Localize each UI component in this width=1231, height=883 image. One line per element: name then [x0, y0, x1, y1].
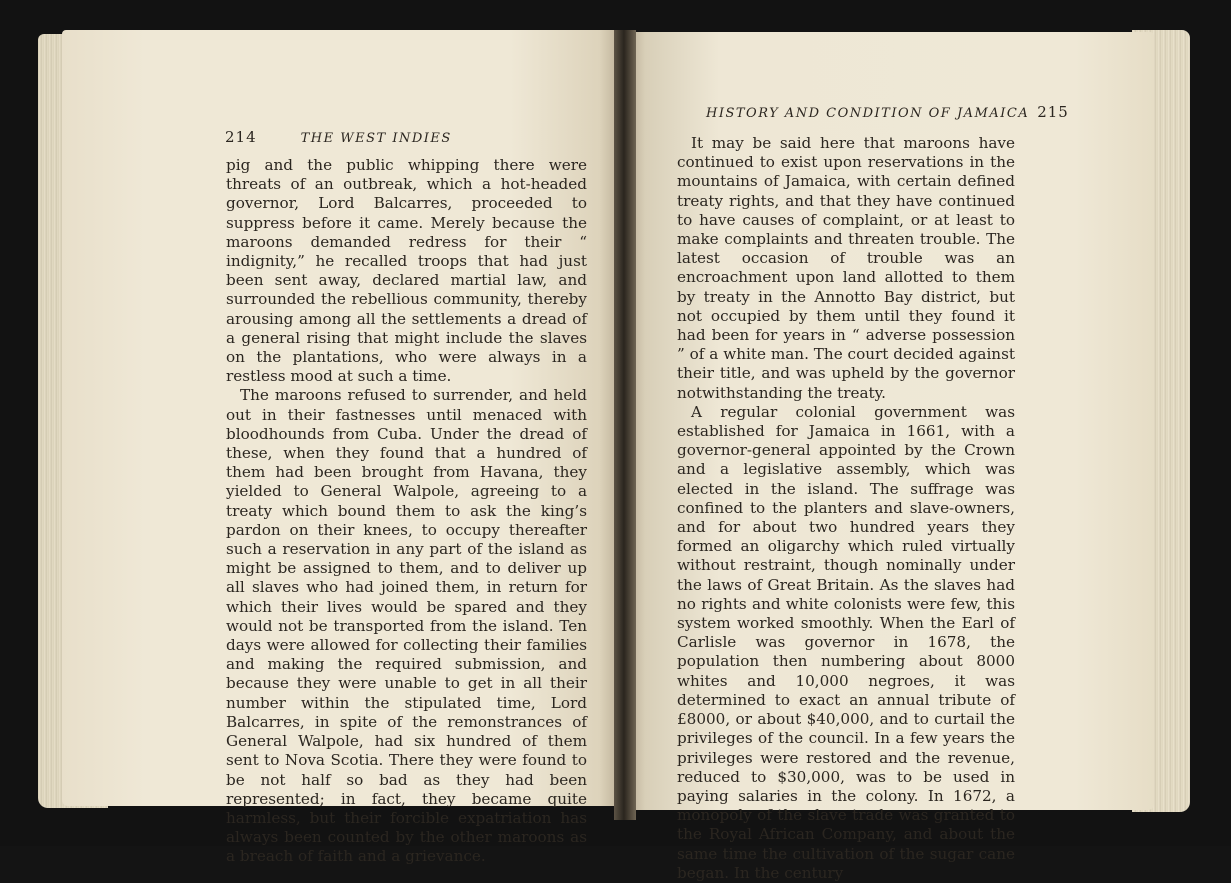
- book-gutter: [614, 30, 636, 820]
- left-paragraph-2: The maroons refused to surrender, and held out in their fastnesses until menaced with bloodhounds from Cuba. Under the dread of these, when they found that a hundred of them had been brought from Havana, they yielded to General Walpole, agreeing to a treaty which bound them to ask the king’s pardon on their knees, to occupy thereafter such a reservation in any part of the island as might be assigned to them, and to deliver up all slaves who had joined them, in return for which their lives would be spared and they would not be transported from the island. Ten days were allowed for collecting their families and making the required submission, and because they were unable to get in all their number within the stipulated time, Lord Balcarres, in spite of the remonstrances of General Walpole, had six hundred of them sent to Nova Scotia. There they were found to be not half so bad as they had been represented; in fact, they became quite harmless, but their forcible expatriation has always been counted by the other maroons as a breach of faith and a grievance.: [226, 386, 587, 866]
- right-paragraph-1: It may be said here that maroons have continued to exist upon reservations in the mountains of Jamaica, with certain defined treaty rights, and that they have continued to have causes of complaint, or at least to make complaints and threaten trouble. The latest occasion of trouble was an encroachment upon land allotted to them by treaty in the Annotto Bay district, but not occupied by them until they found it had been for years in “ adverse possession ” of a white man. The court decided against their title, and was upheld by the governor notwithstanding the treaty.: [677, 134, 1015, 402]
- left-running-title: THE WEST INDIES: [300, 131, 452, 146]
- right-running-title: HISTORY AND CONDITION OF JAMAICA: [706, 106, 1030, 121]
- right-page-body: [677, 134, 1015, 883]
- left-page-body: [226, 156, 587, 867]
- left-running-head: [225, 128, 452, 146]
- left-paragraph-1: pig and the public whipping there were threats of an outbreak, which a hot-headed governor, Lord Balcarres, proceeded to suppress before it came. Merely because the maroons demanded redress for their “ indignity,” he recalled troops that had just been sent away, declared martial law, and surrounded the rebellious community, thereby arousing among all the settlements a dread of a general rising that might include the slaves on the plantations, who were always in a restless mood at such a time.: [226, 156, 587, 386]
- right-page-number: 215: [1037, 103, 1069, 121]
- left-page-number: 214: [225, 128, 257, 146]
- right-running-head: [706, 103, 1069, 121]
- right-paragraph-2: A regular colonial government was established for Jamaica in 1661, with a governor-general appointed by the Crown and a legislative assembly, which was elected in the island. The suffrage was confined to the planters and slave-owners, and for about two hundred years they formed an oligarchy which ruled virtually without restraint, though nominally under the laws of Great Britain. As the slaves had no rights and white colonists were few, this system worked smoothly. When the Earl of Carlisle was governor in 1678, the population then numbering about 8000 whites and 10,000 negroes, it was determined to exact an annual tribute of £8000, or about $40,000, and to curtail the privileges of the council. In a few years the privileges were restored and the revenue, reduced to $30,000, was to be used in paying salaries in the colony. In 1672, a monopoly of the slave trade was granted to the Royal African Company, and about the same time the cultivation of the sugar cane began. In the century: [677, 402, 1015, 882]
